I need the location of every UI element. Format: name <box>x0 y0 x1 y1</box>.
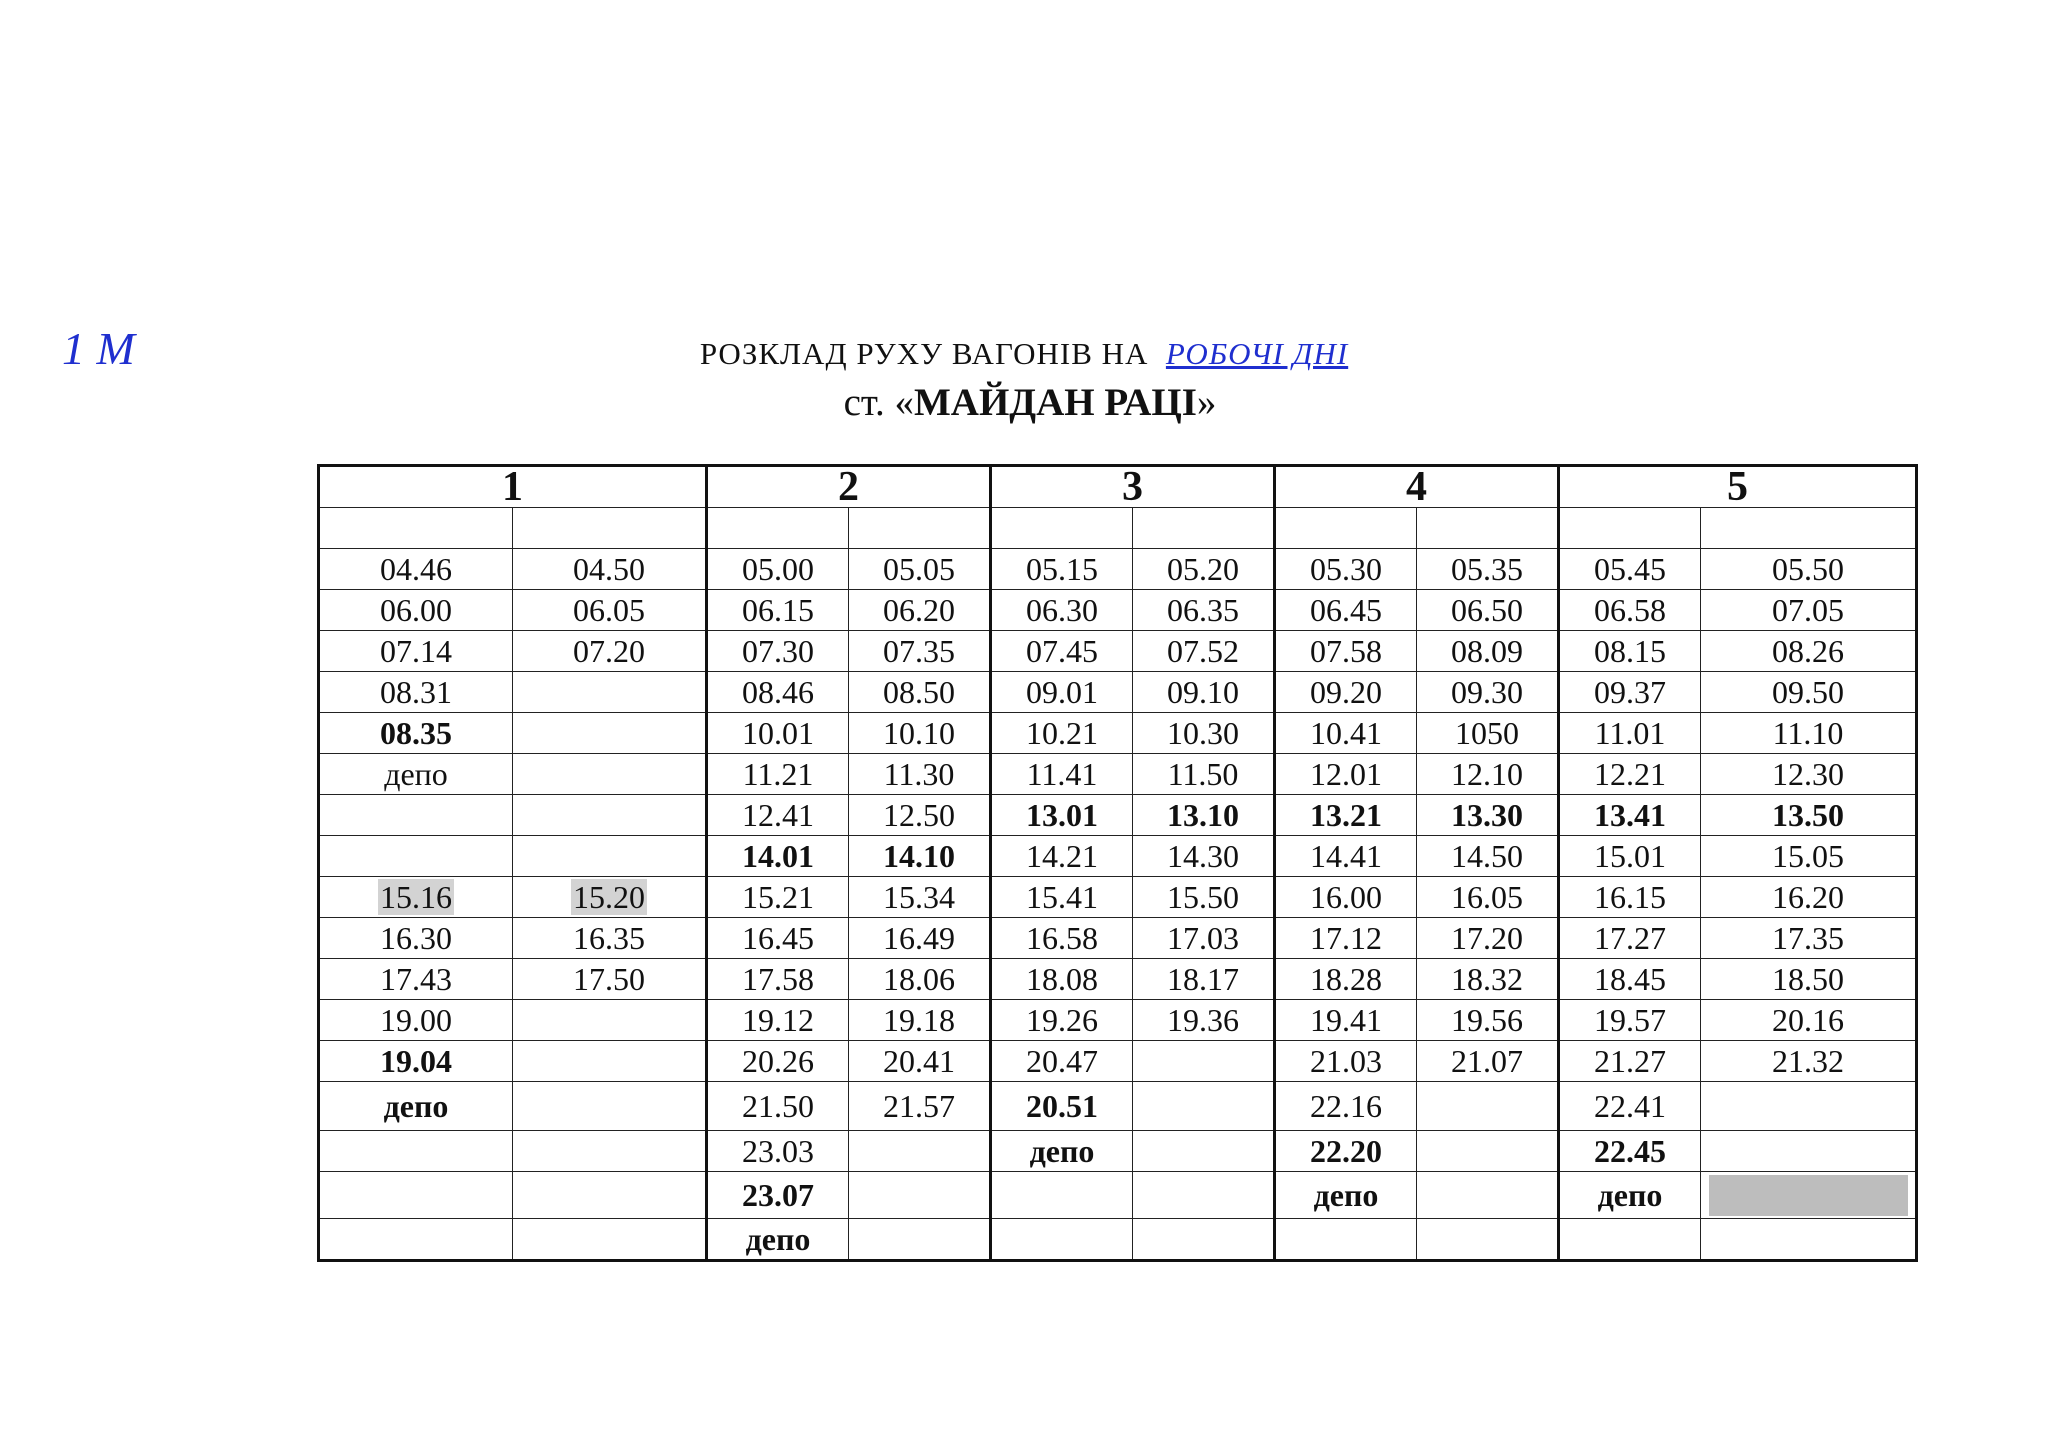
time-cell: 10.41 <box>1275 713 1417 754</box>
time-cell: 15.05 <box>1701 836 1917 877</box>
time-cell: 12.10 <box>1417 754 1559 795</box>
time-cell: 16.20 <box>1701 877 1917 918</box>
time-cell: 12.01 <box>1275 754 1417 795</box>
time-cell: 22.20 <box>1275 1131 1417 1172</box>
schedule-row <box>319 713 1917 754</box>
time-cell: депо <box>1559 1172 1701 1219</box>
schedule-row <box>319 795 1917 836</box>
time-cell: 19.26 <box>991 1000 1133 1041</box>
time-cell: 12.41 <box>707 795 849 836</box>
time-cell <box>849 1172 991 1219</box>
time-cell: 20.47 <box>991 1041 1133 1082</box>
time-cell: 21.27 <box>1559 1041 1701 1082</box>
time-cell: 22.41 <box>1559 1082 1701 1131</box>
time-cell: 06.20 <box>849 590 991 631</box>
time-cell: 08.26 <box>1701 631 1917 672</box>
group-header-3: 3 <box>991 466 1275 508</box>
time-cell: 10.01 <box>707 713 849 754</box>
title-prefix: РОЗКЛАД РУХУ ВАГОНІВ НА <box>699 336 1149 371</box>
time-cell: 18.08 <box>991 959 1133 1000</box>
time-cell: 17.12 <box>1275 918 1417 959</box>
time-cell: 07.45 <box>991 631 1133 672</box>
time-cell <box>1133 1082 1275 1131</box>
schedule-row <box>319 959 1917 1000</box>
time-cell: 20.51 <box>991 1082 1133 1131</box>
time-cell <box>991 1172 1133 1219</box>
schedule-row <box>319 1172 1917 1219</box>
time-cell <box>513 1041 707 1082</box>
time-cell: 21.57 <box>849 1082 991 1131</box>
time-cell: 09.01 <box>991 672 1133 713</box>
group-header-5: 5 <box>1559 466 1917 508</box>
time-cell: 16.15 <box>1559 877 1701 918</box>
time-cell: 21.07 <box>1417 1041 1559 1082</box>
time-cell: 08.31 <box>319 672 513 713</box>
highlighted-time: 15.16 <box>380 879 452 915</box>
subheader-cell <box>991 508 1133 549</box>
time-cell: 19.18 <box>849 1000 991 1041</box>
subheader-cell <box>1417 508 1559 549</box>
time-cell: 14.01 <box>707 836 849 877</box>
time-cell: 06.35 <box>1133 590 1275 631</box>
time-cell: 13.10 <box>1133 795 1275 836</box>
schedule-row <box>319 1000 1917 1041</box>
time-cell <box>319 1219 513 1261</box>
time-cell: 06.30 <box>991 590 1133 631</box>
time-cell: 17.27 <box>1559 918 1701 959</box>
schedule-row <box>319 549 1917 590</box>
time-cell: 05.35 <box>1417 549 1559 590</box>
time-cell: 17.43 <box>319 959 513 1000</box>
time-cell: 18.28 <box>1275 959 1417 1000</box>
time-cell: 10.21 <box>991 713 1133 754</box>
time-cell: 15.41 <box>991 877 1133 918</box>
subheader-cell <box>319 508 513 549</box>
time-cell: 07.30 <box>707 631 849 672</box>
highlighted-time: 15.20 <box>573 879 645 915</box>
time-cell: 13.50 <box>1701 795 1917 836</box>
schedule-row <box>319 1219 1917 1261</box>
time-cell: 04.46 <box>319 549 513 590</box>
time-cell <box>1417 1082 1559 1131</box>
time-cell <box>1133 1219 1275 1261</box>
time-cell: 17.03 <box>1133 918 1275 959</box>
time-cell: 09.50 <box>1701 672 1917 713</box>
subheader-cell <box>513 508 707 549</box>
time-cell: 06.05 <box>513 590 707 631</box>
time-cell: 18.50 <box>1701 959 1917 1000</box>
schedule-row <box>319 672 1917 713</box>
time-cell: 17.58 <box>707 959 849 1000</box>
shaded-cell <box>1701 1172 1917 1219</box>
time-cell: 14.30 <box>1133 836 1275 877</box>
time-cell: депо <box>319 1082 513 1131</box>
subheader-cell <box>849 508 991 549</box>
time-cell <box>849 1131 991 1172</box>
time-cell: 19.57 <box>1559 1000 1701 1041</box>
time-cell: 08.50 <box>849 672 991 713</box>
time-cell: 19.00 <box>319 1000 513 1041</box>
time-cell <box>513 754 707 795</box>
time-cell <box>849 1219 991 1261</box>
time-cell: 06.00 <box>319 590 513 631</box>
time-cell: 22.16 <box>1275 1082 1417 1131</box>
time-cell: 15.50 <box>1133 877 1275 918</box>
time-cell: 09.10 <box>1133 672 1275 713</box>
group-header-row <box>319 466 1917 508</box>
time-cell: 05.50 <box>1701 549 1917 590</box>
time-cell: 07.52 <box>1133 631 1275 672</box>
time-cell: 07.14 <box>319 631 513 672</box>
time-cell <box>319 795 513 836</box>
schedule-row <box>319 631 1917 672</box>
time-cell: 21.03 <box>1275 1041 1417 1082</box>
time-cell: 11.41 <box>991 754 1133 795</box>
time-cell: 14.21 <box>991 836 1133 877</box>
time-cell: 20.26 <box>707 1041 849 1082</box>
subheader-cell <box>1133 508 1275 549</box>
time-cell: 13.01 <box>991 795 1133 836</box>
time-cell <box>1417 1131 1559 1172</box>
time-cell: 13.41 <box>1559 795 1701 836</box>
time-cell <box>319 1172 513 1219</box>
time-cell: 08.15 <box>1559 631 1701 672</box>
time-cell: 06.15 <box>707 590 849 631</box>
time-cell: 21.50 <box>707 1082 849 1131</box>
schedule-row <box>319 877 1917 918</box>
time-cell <box>319 836 513 877</box>
time-cell: 08.46 <box>707 672 849 713</box>
time-cell: 12.30 <box>1701 754 1917 795</box>
time-cell: 07.20 <box>513 631 707 672</box>
route-label: 1 М <box>62 323 135 374</box>
time-cell: 11.10 <box>1701 713 1917 754</box>
time-cell: 13.30 <box>1417 795 1559 836</box>
time-cell: 11.21 <box>707 754 849 795</box>
time-cell: 07.35 <box>849 631 991 672</box>
time-cell: 14.10 <box>849 836 991 877</box>
time-cell: 07.05 <box>1701 590 1917 631</box>
time-cell <box>513 1000 707 1041</box>
time-cell: 11.01 <box>1559 713 1701 754</box>
time-cell <box>1701 1082 1917 1131</box>
time-cell <box>1275 1219 1417 1261</box>
time-cell: 23.07 <box>707 1172 849 1219</box>
time-cell <box>513 672 707 713</box>
time-cell: 21.32 <box>1701 1041 1917 1082</box>
schedule-row <box>319 1041 1917 1082</box>
time-cell <box>513 795 707 836</box>
group-header-2: 2 <box>707 466 991 508</box>
time-cell: 10.30 <box>1133 713 1275 754</box>
time-cell: депо <box>319 754 513 795</box>
time-cell: 22.45 <box>1559 1131 1701 1172</box>
time-cell: 12.50 <box>849 795 991 836</box>
time-cell: 16.00 <box>1275 877 1417 918</box>
time-cell: 05.05 <box>849 549 991 590</box>
time-cell: 12.21 <box>1559 754 1701 795</box>
time-cell: 11.30 <box>849 754 991 795</box>
group-header-4: 4 <box>1275 466 1559 508</box>
subheader-cell <box>1275 508 1417 549</box>
time-cell <box>991 1219 1133 1261</box>
time-cell: 17.20 <box>1417 918 1559 959</box>
time-cell: 15.21 <box>707 877 849 918</box>
time-cell <box>513 877 707 918</box>
time-cell: 19.04 <box>319 1041 513 1082</box>
time-cell <box>513 1219 707 1261</box>
time-cell <box>1133 1131 1275 1172</box>
time-cell: 16.45 <box>707 918 849 959</box>
time-cell: депо <box>1275 1172 1417 1219</box>
days-link[interactable]: РОБОЧІ ДНІ <box>1165 336 1349 371</box>
time-cell: 06.58 <box>1559 590 1701 631</box>
time-cell: 11.50 <box>1133 754 1275 795</box>
station-title <box>0 380 2048 425</box>
time-cell: 19.56 <box>1417 1000 1559 1041</box>
time-cell: 19.41 <box>1275 1000 1417 1041</box>
time-cell: 23.03 <box>707 1131 849 1172</box>
time-cell: 09.30 <box>1417 672 1559 713</box>
time-cell: 18.32 <box>1417 959 1559 1000</box>
time-cell <box>1417 1219 1559 1261</box>
time-cell: 16.49 <box>849 918 991 959</box>
schedule-row <box>319 836 1917 877</box>
time-cell <box>513 1082 707 1131</box>
schedule-row <box>319 590 1917 631</box>
time-cell: 05.15 <box>991 549 1133 590</box>
time-cell: 15.34 <box>849 877 991 918</box>
time-cell <box>319 877 513 918</box>
time-cell: 16.05 <box>1417 877 1559 918</box>
time-cell: депо <box>991 1131 1133 1172</box>
time-cell: 07.58 <box>1275 631 1417 672</box>
time-cell: 20.16 <box>1701 1000 1917 1041</box>
time-cell: 14.50 <box>1417 836 1559 877</box>
time-cell: 14.41 <box>1275 836 1417 877</box>
time-cell: депо <box>707 1219 849 1261</box>
time-cell: 08.09 <box>1417 631 1559 672</box>
group-header-1: 1 <box>319 466 707 508</box>
time-cell <box>513 1172 707 1219</box>
time-cell: 05.20 <box>1133 549 1275 590</box>
subheader-cell <box>707 508 849 549</box>
schedule-row <box>319 1131 1917 1172</box>
time-cell: 06.50 <box>1417 590 1559 631</box>
time-cell <box>513 713 707 754</box>
time-cell: 05.30 <box>1275 549 1417 590</box>
time-cell: 16.58 <box>991 918 1133 959</box>
station-suffix: » <box>1196 381 1217 424</box>
time-cell: 17.50 <box>513 959 707 1000</box>
time-cell: 19.12 <box>707 1000 849 1041</box>
time-cell: 20.41 <box>849 1041 991 1082</box>
time-cell: 17.35 <box>1701 918 1917 959</box>
time-cell: 18.45 <box>1559 959 1701 1000</box>
time-cell <box>1133 1041 1275 1082</box>
time-cell: 09.20 <box>1275 672 1417 713</box>
schedule-table <box>317 464 1918 1262</box>
schedule-title <box>0 336 2048 372</box>
schedule-row <box>319 1082 1917 1131</box>
subheader-row <box>319 508 1917 549</box>
time-cell <box>319 1131 513 1172</box>
time-cell: 10.10 <box>849 713 991 754</box>
time-cell: 19.36 <box>1133 1000 1275 1041</box>
time-cell: 16.35 <box>513 918 707 959</box>
time-cell <box>1559 1219 1701 1261</box>
subheader-cell <box>1701 508 1917 549</box>
station-name: МАЙДАН РАЦІ <box>914 381 1197 424</box>
schedule-row <box>319 754 1917 795</box>
time-cell <box>1417 1172 1559 1219</box>
time-cell: 18.17 <box>1133 959 1275 1000</box>
time-cell: 1050 <box>1417 713 1559 754</box>
time-cell: 09.37 <box>1559 672 1701 713</box>
time-cell <box>513 1131 707 1172</box>
time-cell: 16.30 <box>319 918 513 959</box>
schedule-row <box>319 918 1917 959</box>
time-cell <box>1701 1131 1917 1172</box>
time-cell: 04.50 <box>513 549 707 590</box>
station-prefix: ст. « <box>843 381 914 424</box>
time-cell: 13.21 <box>1275 795 1417 836</box>
time-cell: 08.35 <box>319 713 513 754</box>
time-cell: 18.06 <box>849 959 991 1000</box>
time-cell: 15.01 <box>1559 836 1701 877</box>
time-cell <box>513 836 707 877</box>
time-cell <box>1701 1219 1917 1261</box>
time-cell: 05.45 <box>1559 549 1701 590</box>
subheader-cell <box>1559 508 1701 549</box>
time-cell <box>1133 1172 1275 1219</box>
time-cell: 05.00 <box>707 549 849 590</box>
time-cell: 06.45 <box>1275 590 1417 631</box>
